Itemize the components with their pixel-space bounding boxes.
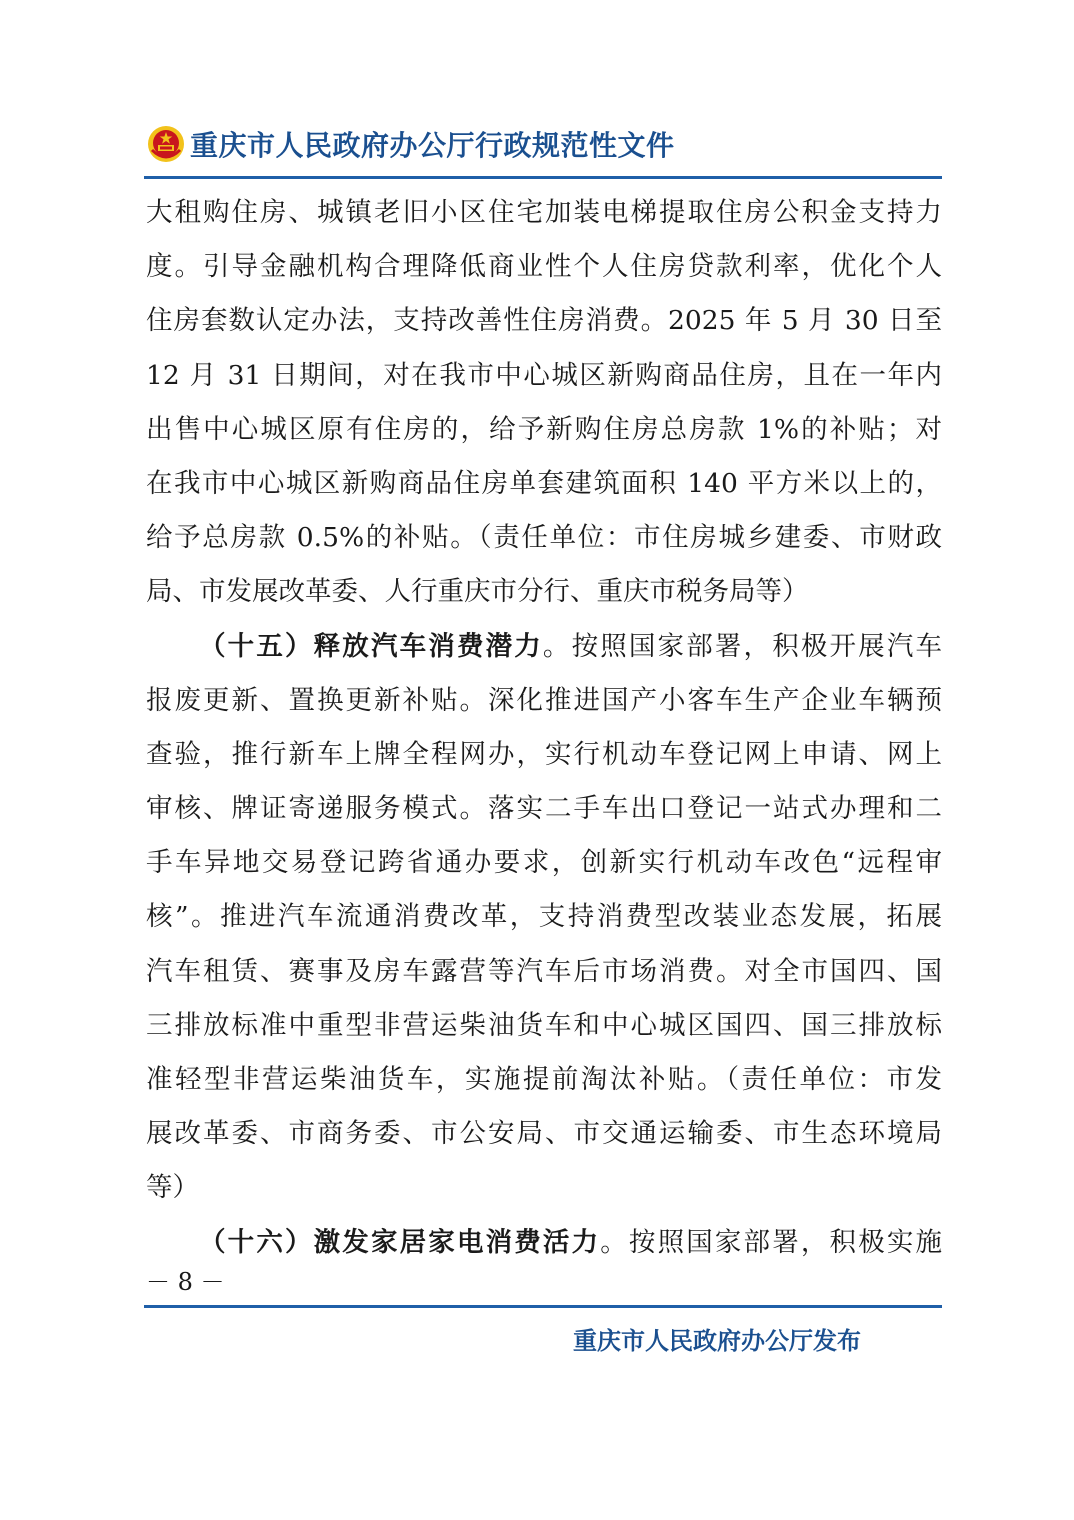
- body-line: 等）: [146, 1172, 199, 1204]
- body-line: 手车异地交易登记跨省通办要求，创新实行机动车改色“远程审: [146, 847, 942, 879]
- body-line: 展改革委、市商务委、市公安局、市交通运输委、市生态环境局: [146, 1118, 942, 1150]
- body-line: 大租购住房、城镇老旧小区住宅加装电梯提取住房公积金支持力: [146, 197, 942, 228]
- body-line: 住房套数认定办法，支持改善性住房消费。2025 年 5 月 30 日至: [146, 305, 942, 337]
- body-text-run: 。按照国家部署，积极实施: [600, 1226, 942, 1258]
- body-line: 出售中心城区原有住房的，给予新购住房总房款 1%的补贴；对: [146, 413, 942, 445]
- section-heading: （十六）激发家居家电消费活力: [199, 1226, 601, 1258]
- body-line: 三排放标准中重型非营运柴油货车和中心城区国四、国三排放标: [146, 1009, 942, 1041]
- body-line: 核”。推进汽车流通消费改革，支持消费型改装业态发展，拓展: [146, 901, 942, 933]
- body-line: 审核、牌证寄递服务模式。落实二手车出口登记一站式办理和二: [146, 793, 942, 825]
- body-line: 局、市发展改革委、人行重庆市分行、重庆市税务局等）: [146, 576, 809, 608]
- section-heading: （十五）释放汽车消费潜力: [199, 630, 543, 662]
- header-title: 重庆市人民政府办公厅行政规范性文件: [190, 129, 675, 162]
- body-line: 汽车租赁、赛事及房车露营等汽车后市场消费。对全市国四、国: [146, 955, 942, 987]
- body-line: 报废更新、置换更新补贴。深化推进国产小客车生产企业车辆预: [146, 684, 942, 716]
- national-emblem-icon: [146, 124, 186, 164]
- page-number: － 8 －: [146, 1268, 225, 1296]
- document-header: [146, 118, 675, 170]
- body-line: 准轻型非营运柴油货车，实施提前淘汰补贴。（责任单位：市发: [146, 1064, 942, 1095]
- body-line: 在我市中心城区新购商品住房单套建筑面积 140 平方米以上的，: [146, 467, 942, 499]
- footer-rule: [144, 1305, 942, 1308]
- document-body: [146, 186, 942, 1270]
- paragraph-first-line: [146, 1216, 942, 1270]
- body-text-run: 。按照国家部署，积极开展汽车: [542, 630, 942, 662]
- body-line: 12 月 31 日期间，对在我市中心城区新购商品住房，且在一年内: [146, 359, 942, 391]
- publisher-label: 重庆市人民政府办公厅发布: [573, 1327, 861, 1355]
- body-line: 给予总房款 0.5%的补贴。（责任单位：市住房城乡建委、市财政: [146, 522, 942, 554]
- paragraph-first-line: [146, 620, 942, 674]
- body-line: 度。引导金融机构合理降低商业性个人住房贷款利率，优化个人: [146, 251, 942, 283]
- body-line: 查验，推行新车上牌全程网办，实行机动车登记网上申请、网上: [146, 738, 942, 770]
- header-rule: [144, 176, 942, 179]
